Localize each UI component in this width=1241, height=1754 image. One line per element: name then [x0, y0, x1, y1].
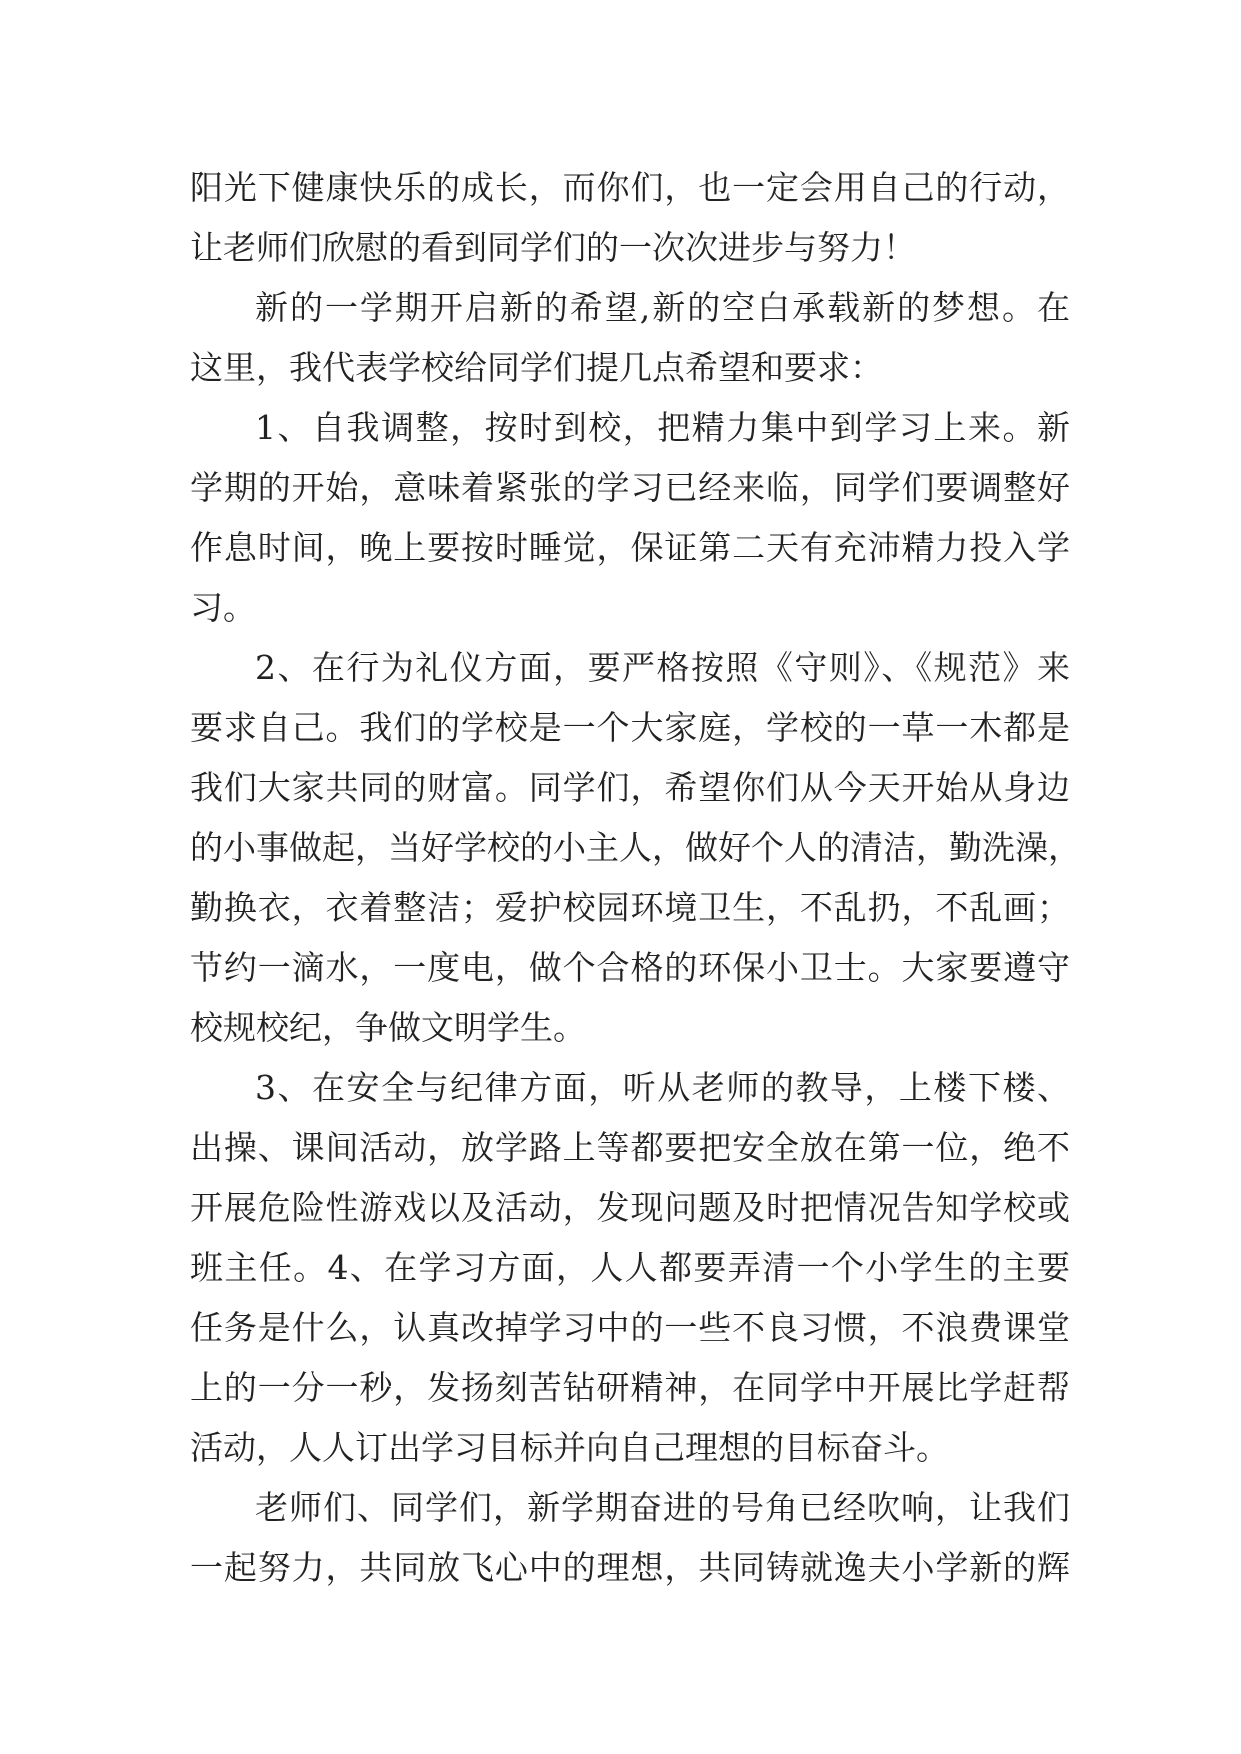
text-line: 2、在行为礼仪方面，要严格按照《守则》、《规范》来 [255, 648, 1070, 687]
text-line: 学期的开始，意味着紧张的学习已经来临，同学们要调整好 [190, 468, 1070, 507]
text-line: 任务是什么，认真改掉学习中的一些不良习惯，不浪费课堂 [190, 1308, 1070, 1347]
text-line: 老师们、同学们，新学期奋进的号角已经吹响，让我们 [255, 1488, 1070, 1527]
text-line: 校规校纪，争做文明学生。 [190, 1008, 586, 1047]
text-line: 新的一学期开启新的希望,新的空白承载新的梦想。在 [255, 288, 1070, 327]
text-line: 的小事做起，当好学校的小主人，做好个人的清洁，勤洗澡， [190, 828, 1081, 867]
text-line: 这里，我代表学校给同学们提几点希望和要求： [190, 348, 883, 387]
text-line: 活动，人人订出学习目标并向自己理想的目标奋斗。 [190, 1428, 949, 1467]
text-line: 3、在安全与纪律方面，听从老师的教导，上楼下楼、 [255, 1068, 1070, 1107]
text-line: 节约一滴水，一度电，做个合格的环保小卫士。大家要遵守 [190, 948, 1070, 987]
text-line: 阳光下健康快乐的成长，而你们，也一定会用自己的行动， [190, 168, 1070, 207]
text-line: 班主任。4、在学习方面，人人都要弄清一个小学生的主要 [190, 1248, 1070, 1287]
text-line: 开展危险性游戏以及活动，发现问题及时把情况告知学校或 [190, 1188, 1070, 1227]
text-line: 习。 [190, 588, 256, 627]
text-line: 我们大家共同的财富。同学们，希望你们从今天开始从身边 [190, 768, 1070, 807]
text-line: 1、自我调整，按时到校，把精力集中到学习上来。新 [255, 408, 1070, 447]
text-line: 要求自己。我们的学校是一个大家庭，学校的一草一木都是 [190, 708, 1070, 747]
text-line: 一起努力，共同放飞心中的理想，共同铸就逸夫小学新的辉 [190, 1548, 1070, 1587]
text-line: 勤换衣，衣着整洁；爱护校园环境卫生，不乱扔，不乱画； [190, 888, 1070, 927]
text-line: 作息时间，晚上要按时睡觉，保证第二天有充沛精力投入学 [190, 528, 1070, 567]
text-line: 让老师们欣慰的看到同学们的一次次进步与努力！ [190, 228, 916, 267]
text-line: 上的一分一秒，发扬刻苦钻研精神，在同学中开展比学赶帮 [190, 1368, 1070, 1407]
text-line: 出操、课间活动，放学路上等都要把安全放在第一位，绝不 [190, 1128, 1070, 1167]
